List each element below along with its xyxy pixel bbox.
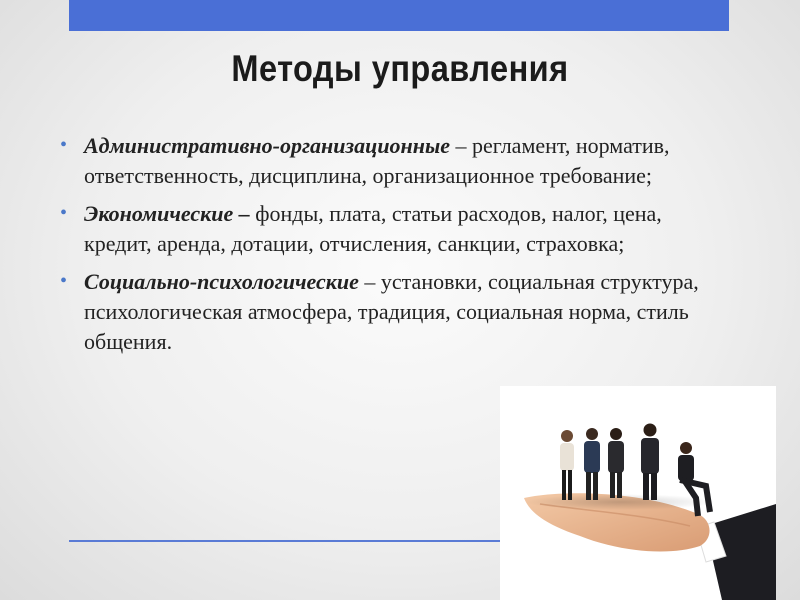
bullet-text: – регламент, норматив, ответственность, дисциплина, организационное требование; xyxy=(84,133,670,188)
people-on-hand-icon xyxy=(500,386,776,600)
bottom-accent-line xyxy=(69,540,509,542)
bullet-icon: • xyxy=(60,202,68,224)
bullet-item-administrative xyxy=(60,131,720,191)
bullet-text: фонды, плата, статьи расходов, налог, цена, кредит, аренда, дотации, отчисления, санкции, страховка; xyxy=(84,201,662,256)
bullet-term: Административно-организационные xyxy=(84,133,451,158)
bullet-text: – установки, социальная структура, психологическая атмосфера, традиция, социальная норма, стиль общения. xyxy=(84,269,699,354)
bullet-item-economic xyxy=(60,199,720,259)
people-on-hand-illustration xyxy=(500,386,776,600)
slide-title: Методы управления xyxy=(231,48,569,89)
bullet-icon: • xyxy=(60,270,68,292)
bullet-list xyxy=(60,131,720,365)
bullet-term: Социально-психологические xyxy=(84,269,359,294)
bullet-icon: • xyxy=(60,134,68,156)
top-accent-bar xyxy=(69,0,729,31)
bullet-item-social-psychological xyxy=(60,267,720,357)
bullet-term: Экономические – xyxy=(84,201,250,226)
